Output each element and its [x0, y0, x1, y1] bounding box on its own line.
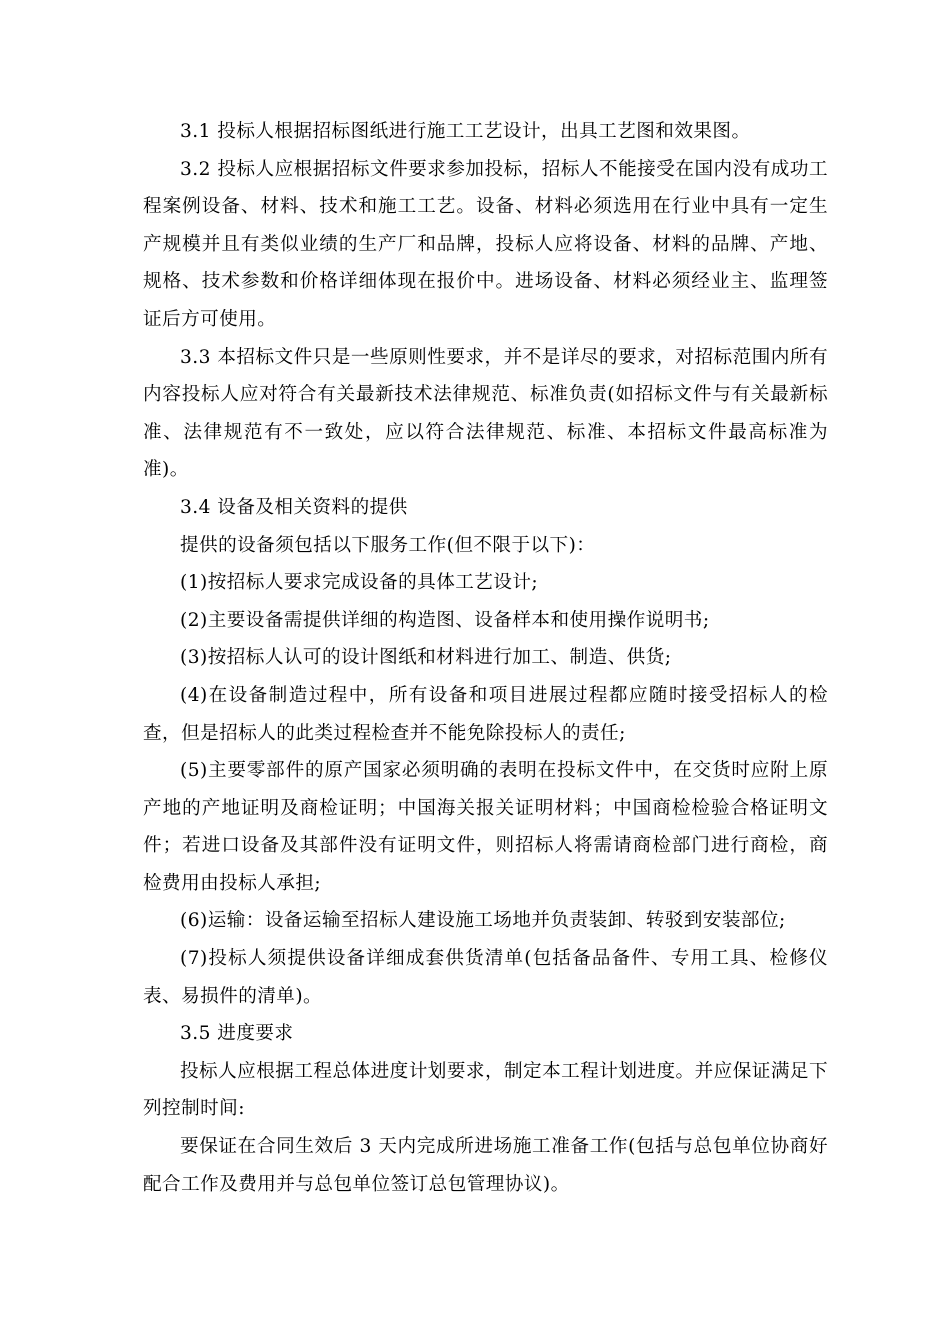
- paragraph-schedule-detail: 要保证在合同生效后 3 天内完成所进场施工准备工作(包括与总包单位协商好配合工作及费用并与总包单位签订总包管理协议)。: [143, 1136, 828, 1195]
- heading-3-4: 3.4 设备及相关资料的提供: [180, 496, 408, 518]
- list-item-1: (1)按招标人要求完成设备的具体工艺设计;: [180, 572, 539, 594]
- paragraph-3-1: 3.1 投标人根据招标图纸进行施工工艺设计，出具工艺图和效果图。: [180, 121, 751, 142]
- paragraph-services-intro: 提供的设备须包括以下服务工作(但不限于以下)：: [180, 534, 596, 556]
- list-item-3: (3)按招标人认可的设计图纸和材料进行加工、制造、供货;: [180, 647, 672, 669]
- list-item-4: (4)在设备制造过程中，所有设备和项目进展过程都应随时接受招标人的检查，但是招标人的此类过程检查并不能免除投标人的责任;: [143, 684, 828, 744]
- paragraph-3-2: 3.2 投标人应根据招标文件要求参加投标，招标人不能接受在国内没有成功工程案例设备、材料、技术和施工工艺。设备、材料必须选用在行业中具有一定生产规模并且有类似业绩的生产厂和品牌，投标人应将设备、材料的品牌、产地、规格、技术参数和价格详细体现在报价中。进场设备、材料必须经业主、监理签证后方可使用。: [143, 158, 828, 330]
- list-item-5: (5)主要零部件的原产国家必须明确的表明在投标文件中，在交货时应附上原产地的产地证明及商检证明；中国海关报关证明材料；中国商检检验合格证明文件；若进口设备及其部件没有证明文件，则招标人将需请商检部门进行商检，商检费用由投标人承担;: [143, 760, 828, 894]
- paragraph-3-3: 3.3 本招标文件只是一些原则性要求，并不是详尽的要求，对招标范围内所有内容投标人应对符合有关最新技术法律规范、标准负责(如招标文件与有关最新标准、法律规范有不一致处，应以符合法律规范、标准、本招标文件最高标准为准)。: [143, 346, 828, 481]
- paragraph-schedule: 投标人应根据工程总体进度计划要求，制定本工程计划进度。并应保证满足下列控制时间:: [143, 1060, 828, 1120]
- document-body: [143, 113, 828, 1203]
- list-item-7: (7)投标人须提供设备详细成套供货清单(包括备品备件、专用工具、检修仪表、易损件的清单)。: [143, 948, 828, 1007]
- list-item-6: (6)运输：设备运输至招标人建设施工场地并负责装卸、转驳到安装部位;: [180, 910, 786, 932]
- heading-3-5: 3.5 进度要求: [180, 1023, 294, 1045]
- list-item-2: (2)主要设备需提供详细的构造图、设备样本和使用操作说明书;: [180, 609, 710, 631]
